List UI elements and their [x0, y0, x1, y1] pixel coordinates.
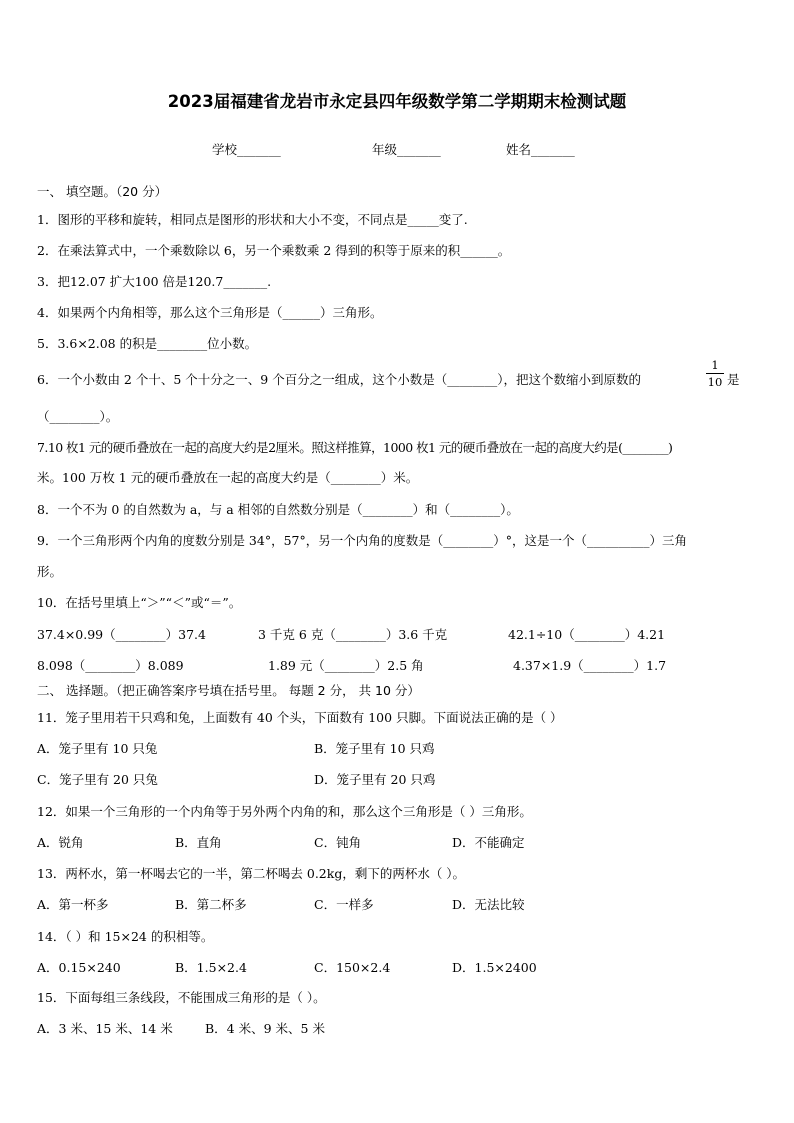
- option-b: B．笼子里有 10 只鸡: [314, 741, 435, 756]
- comparison-item: 4.37×1.9（________）1.7: [513, 658, 667, 673]
- question-6-part1: 6．一个小数由 2 个十、5 个十分之一、9 个百分之一组成，这个小数是（________），把这个数缩小到原数的: [37, 372, 641, 387]
- option-a: A．3 米、15 米、14 米: [37, 1021, 173, 1036]
- question-13: 13．两杯水，第一杯喝去它的一半，第二杯喝去 0.2kg，剩下的两杯水（ ）。: [37, 866, 466, 881]
- question-8: 8．一个不为 0 的自然数为 a，与 a 相邻的自然数分别是（________）和（________）。: [37, 502, 519, 517]
- section-heading-fill-blank: 一、 填空题。（20 分）: [37, 184, 168, 199]
- option-b: B．4 米、9 米、5 米: [205, 1021, 325, 1036]
- comparison-item: 8.098（________）8.089: [37, 658, 184, 673]
- option-b: B．第二杯多: [175, 897, 247, 912]
- page-title: 2023届福建省龙岩市永定县四年级数学第二学期期末检测试题: [167, 92, 627, 111]
- question-5: 5．3.6×2.08 的积是________位小数。: [37, 336, 258, 351]
- option-a: A．锐角: [37, 835, 84, 850]
- comparison-item: 37.4×0.99（________）37.4: [37, 627, 206, 642]
- fraction-numerator: 1: [711, 358, 719, 372]
- option-a: A．第一杯多: [37, 897, 109, 912]
- comparison-item: 42.1÷10（________）4.21: [508, 627, 666, 642]
- option-a: A．笼子里有 10 只兔: [37, 741, 158, 756]
- school-field: 学校_______: [212, 142, 281, 157]
- name-field: 姓名_______: [506, 142, 575, 157]
- question-2: 2．在乘法算式中，一个乘数除以 6，另一个乘数乘 2 得到的积等于原来的积______。: [37, 243, 511, 258]
- question-12: 12．如果一个三角形的一个内角等于另外两个内角的和，那么这个三角形是（ ）三角形。: [37, 804, 532, 819]
- option-c: C．笼子里有 20 只兔: [37, 772, 158, 787]
- option-b: B．直角: [175, 835, 222, 850]
- question-9-part1: 9．一个三角形两个内角的度数分别是 34°，57°，另一个内角的度数是（________）°，这是一个（__________）三角: [37, 533, 687, 548]
- option-d: D．1.5×2400: [452, 960, 537, 975]
- option-d: D．不能确定: [452, 835, 525, 850]
- option-c: C．钝角: [314, 835, 362, 850]
- question-7-part1: 7.10 枚1 元的硬币叠放在一起的高度大约是2厘米。照这样推算，1000 枚1 元的硬币叠放在一起的高度大约是(________): [37, 440, 673, 455]
- question-4: 4．如果两个内角相等，那么这个三角形是（______）三角形。: [37, 305, 383, 320]
- question-11: 11．笼子里用若干只鸡和兔，上面数有 40 个头，下面数有 100 只脚。下面说法正确的是（ ）: [37, 710, 563, 725]
- comparison-item: 1.89 元（________）2.5 角: [268, 658, 424, 673]
- fraction-bar: [706, 373, 724, 374]
- question-9-part2: 形。: [37, 564, 63, 579]
- option-c: C．150×2.4: [314, 960, 391, 975]
- section-heading-multiple-choice: 二、 选择题。（把正确答案序号填在括号里。 每题 2 分， 共 10 分）: [37, 683, 420, 698]
- fraction-denominator: 10: [707, 375, 723, 389]
- question-14: 14．（ ）和 15×24 的积相等。: [37, 929, 214, 944]
- option-d: D．无法比较: [452, 897, 525, 912]
- question-3: 3．把12.07 扩大100 倍是120.7_______.: [37, 274, 272, 289]
- question-6-part3: （________）。: [37, 409, 119, 424]
- comparison-item: 3 千克 6 克（________）3.6 千克: [258, 627, 448, 642]
- question-7-part2: 米。100 万枚 1 元的硬币叠放在一起的高度大约是（________）米。: [37, 470, 419, 485]
- question-15: 15．下面每组三条线段，不能围成三角形的是（ ）。: [37, 990, 326, 1005]
- option-b: B．1.5×2.4: [175, 960, 247, 975]
- option-a: A．0.15×240: [37, 960, 121, 975]
- grade-field: 年级_______: [372, 142, 441, 157]
- question-6-part2: 是: [727, 372, 740, 387]
- option-c: C．一样多: [314, 897, 374, 912]
- question-10: 10．在括号里填上“＞”“＜”或“＝”。: [37, 595, 242, 610]
- option-d: D．笼子里有 20 只鸡: [314, 772, 436, 787]
- fraction-one-tenth: [706, 358, 724, 389]
- question-1: 1．图形的平移和旋转，相同点是图形的形状和大小不变，不同点是_____变了.: [37, 212, 468, 227]
